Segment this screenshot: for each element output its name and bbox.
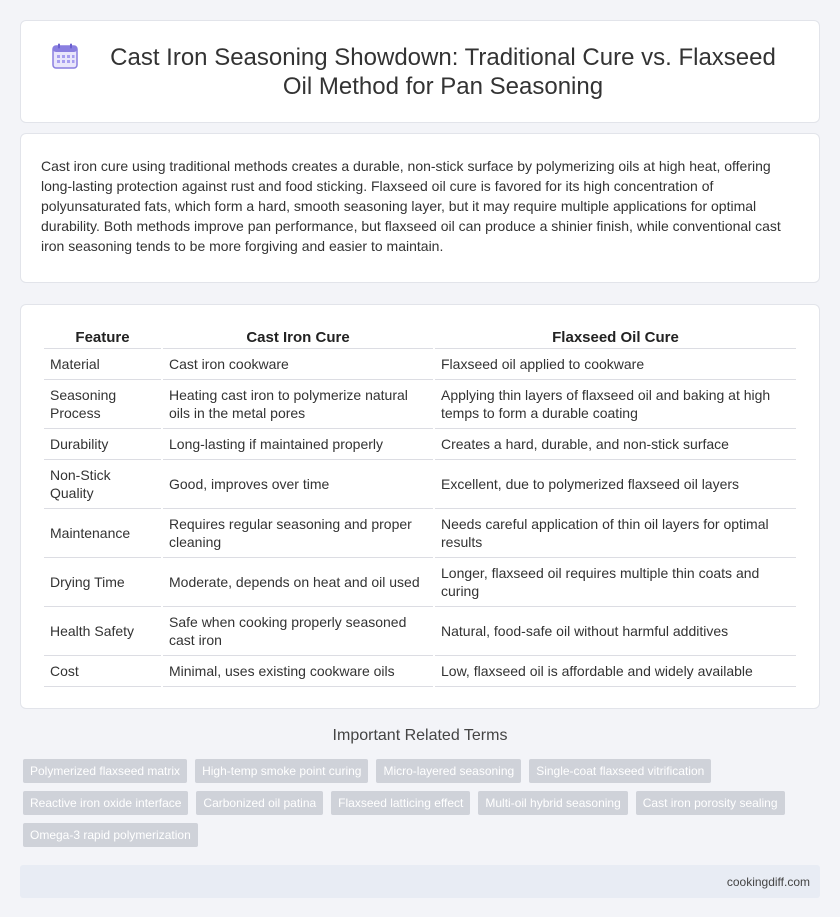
table-row — [44, 558, 796, 607]
related-term-tag[interactable]: Polymerized flaxseed matrix — [23, 759, 187, 783]
related-term-tag[interactable]: Single-coat flaxseed vitrification — [529, 759, 711, 783]
page-header — [20, 20, 820, 123]
calendar-icon — [51, 42, 79, 70]
table-row — [44, 380, 796, 429]
comparison-table-card — [20, 304, 820, 709]
row-cast-iron: Long-lasting if maintained properly — [163, 429, 433, 460]
row-feature: Durability — [44, 429, 161, 460]
related-term-tag[interactable]: Omega-3 rapid polymerization — [23, 823, 198, 847]
row-cast-iron: Minimal, uses existing cookware oils — [163, 656, 433, 687]
row-flaxseed: Excellent, due to polymerized flaxseed oil layers — [435, 460, 796, 509]
related-term-tag[interactable]: High-temp smoke point curing — [195, 759, 368, 783]
row-flaxseed: Flaxseed oil applied to cookware — [435, 349, 796, 380]
table-row — [44, 607, 796, 656]
row-feature: Material — [44, 349, 161, 380]
related-term-tag[interactable]: Carbonized oil patina — [196, 791, 323, 815]
row-feature: Non-Stick Quality — [44, 460, 161, 509]
row-flaxseed: Creates a hard, durable, and non-stick surface — [435, 429, 796, 460]
header-feature: Feature — [44, 325, 161, 349]
row-feature: Health Safety — [44, 607, 161, 656]
related-term-tag[interactable]: Reactive iron oxide interface — [23, 791, 188, 815]
related-term-tag[interactable]: Multi-oil hybrid seasoning — [478, 791, 627, 815]
table-row — [44, 429, 796, 460]
row-flaxseed: Low, flaxseed oil is affordable and widely available — [435, 656, 796, 687]
footer-site-link[interactable]: cookingdiff.com — [726, 875, 810, 889]
row-feature: Maintenance — [44, 509, 161, 558]
table-row — [44, 349, 796, 380]
row-cast-iron: Safe when cooking properly seasoned cast iron — [163, 607, 433, 656]
row-cast-iron: Requires regular seasoning and proper cleaning — [163, 509, 433, 558]
row-cast-iron: Heating cast iron to polymerize natural oils in the metal pores — [163, 380, 433, 429]
row-feature: Drying Time — [44, 558, 161, 607]
table-header-row — [44, 325, 796, 349]
page-title: Cast Iron Seasoning Showdown: Traditional Cure vs. Flaxseed Oil Method for Pan Seasoning — [110, 43, 776, 100]
header-flaxseed-oil-cure: Flaxseed Oil Cure — [435, 325, 796, 349]
related-terms-section — [20, 727, 820, 855]
row-flaxseed: Longer, flaxseed oil requires multiple thin coats and curing — [435, 558, 796, 607]
comparison-table — [42, 325, 798, 687]
row-flaxseed: Natural, food-safe oil without harmful additives — [435, 607, 796, 656]
row-flaxseed: Needs careful application of thin oil layers for optimal results — [435, 509, 796, 558]
related-term-tag[interactable]: Micro-layered seasoning — [376, 759, 521, 783]
row-cast-iron: Moderate, depends on heat and oil used — [163, 558, 433, 607]
row-feature: Seasoning Process — [44, 380, 161, 429]
row-feature: Cost — [44, 656, 161, 687]
row-cast-iron: Cast iron cookware — [163, 349, 433, 380]
related-term-tag[interactable]: Cast iron porosity sealing — [636, 791, 785, 815]
table-row — [44, 509, 796, 558]
table-row — [44, 656, 796, 687]
header-cast-iron-cure: Cast Iron Cure — [163, 325, 433, 349]
related-term-tag[interactable]: Flaxseed latticing effect — [331, 791, 470, 815]
intro-paragraph: Cast iron cure using traditional methods creates a durable, non-stick surface by polymerizing oils at high heat, offering long-lasting protection against rust and food sticking. Flaxseed oil cure is favored for its high concentration of polyunsaturated fats, which form a hard, smooth seasoning layer, but it may require multiple applications for optimal durability. Both methods improve pan performance, but flaxseed oil can produce a shinier finish, while conventional cast iron seasoning tends to be more forgiving and easier to maintain. — [20, 133, 820, 283]
row-flaxseed: Applying thin layers of flaxseed oil and baking at high temps to form a durable coating — [435, 380, 796, 429]
related-terms-title: Important Related Terms — [332, 727, 508, 744]
row-cast-iron: Good, improves over time — [163, 460, 433, 509]
page-footer — [20, 865, 820, 898]
related-terms-tags — [20, 759, 820, 855]
table-row — [44, 460, 796, 509]
